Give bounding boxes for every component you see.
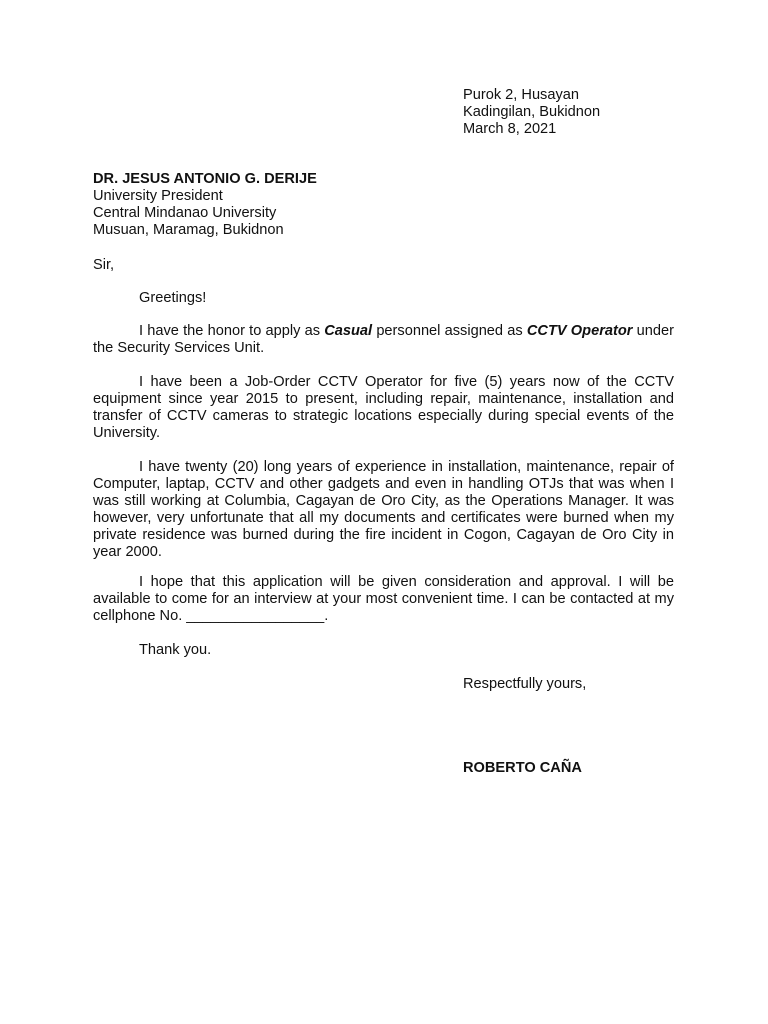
paragraph-application (93, 323, 674, 357)
recipient-name: DR. JESUS ANTONIO G. DERIJE (93, 171, 317, 187)
signatory-name: ROBERTO CAÑA (463, 760, 582, 776)
position-emphasis: CCTV Operator (526, 323, 633, 339)
recipient-title: University President (93, 188, 223, 204)
para2-text: I have been a Job-Order CCTV Operator for five (5) years now of the CCTV equipment since year 2015 to present, including repair, maintenance, installation and transfer of CCTV cameras to strategic locations especially during special events of the University. (93, 374, 674, 441)
thank-you: Thank you. (139, 642, 212, 658)
complimentary-close: Respectfully yours, (463, 676, 587, 692)
paragraph-experience-cctv (93, 374, 674, 442)
sender-address-line1: Purok 2, Husayan (463, 87, 580, 103)
salutation: Sir, (93, 257, 115, 273)
letter-date: March 8, 2021 (463, 121, 557, 137)
paragraph-request (93, 574, 674, 625)
greetings: Greetings! (139, 290, 207, 306)
recipient-institution: Central Mindanao University (93, 205, 277, 221)
sender-address-line2: Kadingilan, Bukidnon (463, 104, 601, 120)
para4-text: I hope that this application will be given consideration and approval. I will be available to come for an interview at your most convenient time. I can be contacted at my cellphone No. _________________. (93, 574, 674, 624)
recipient-address: Musuan, Maramag, Bukidnon (93, 222, 284, 238)
casual-emphasis: Casual (324, 323, 373, 339)
para1-part3: under the Security Services Unit. (93, 323, 674, 356)
paragraph-experience-years (93, 459, 674, 561)
sender-address (463, 87, 600, 138)
recipient-block (93, 171, 317, 239)
para1-part1: I have the honor to apply as (139, 323, 325, 339)
para1-part2: personnel assigned as (372, 323, 527, 339)
para3-text: I have twenty (20) long years of experience in installation, maintenance, repair of Computer, laptap, CCTV and other gadgets and even in handling OTJs that was when I was still working at Columbia, Cagayan de Oro City, as the Operations Manager. It was however, very unfortunate that all my documents and certificates were burned when my private residence was burned during the fire incident in Cogon, Cagayan de Oro City in year 2000. (93, 459, 674, 560)
